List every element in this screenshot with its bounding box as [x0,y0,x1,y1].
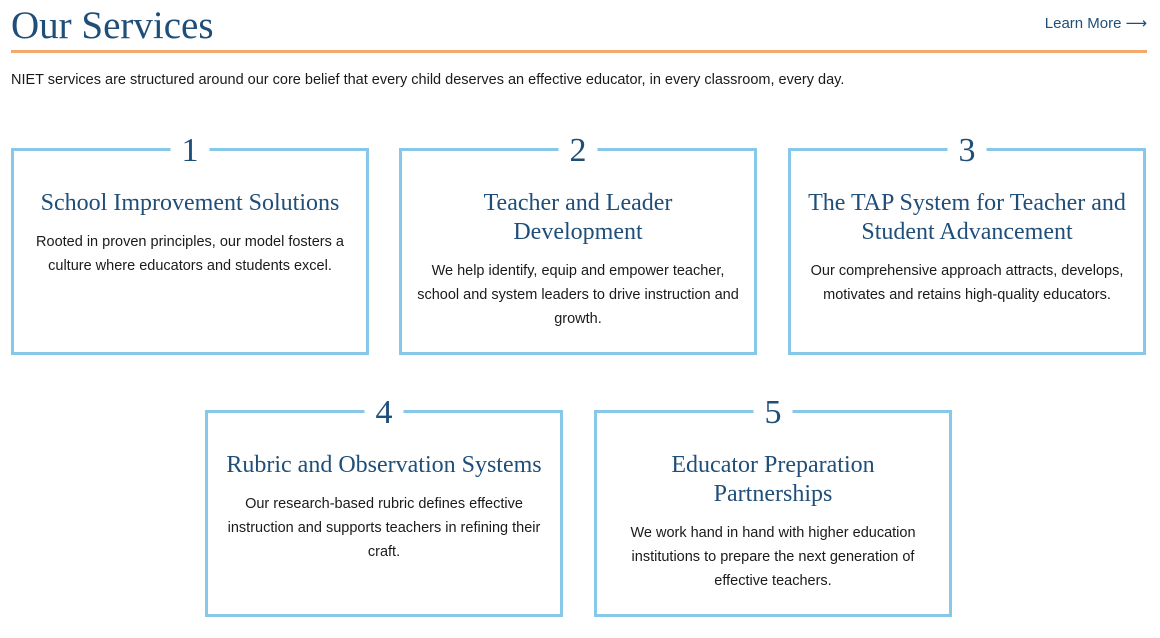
page-title: Our Services [11,4,214,47]
service-title[interactable]: School Improvement Solutions [40,190,340,216]
service-title[interactable]: Educator Preparation Partnerships [671,452,875,507]
service-title[interactable]: The TAP System for Teacher and Student Advancement [808,190,1126,245]
service-description: We help identify, equip and empower teacher, school and system leaders to drive instruction and growth. [417,263,739,327]
service-card-school-improvement[interactable] [11,132,369,355]
service-card-educator-preparation[interactable] [594,394,952,617]
learn-more-label: Learn More [1044,15,1122,32]
service-card-tap-system[interactable] [788,132,1146,355]
service-description: Our comprehensive approach attracts, develops, motivates and retains high-quality educators. [810,263,1124,303]
service-title[interactable]: Teacher and Leader Development [483,190,673,245]
page-header [11,0,1147,53]
service-description: Rooted in proven principles, our model fosters a culture where educators and students excel. [36,234,344,274]
service-card-rubric-observation[interactable] [205,394,563,617]
service-number: 2 [559,134,598,168]
service-number: 3 [948,134,987,168]
service-number: 5 [754,396,793,430]
service-card-teacher-leader-development[interactable] [399,132,757,355]
service-number: 4 [365,396,404,430]
learn-more-link[interactable] [1045,14,1147,34]
service-title[interactable]: Rubric and Observation Systems [226,452,542,478]
service-number: 1 [171,134,210,168]
arrow-right-icon: ⟶ [1125,15,1147,32]
intro-text: NIET services are structured around our core belief that every child deserves an effective educator, in every classroom, every day. [11,72,845,88]
service-description: We work hand in hand with higher education institutions to prepare the next generation of effective teachers. [630,525,916,589]
service-description: Our research-based rubric defines effective instruction and supports teachers in refining their craft. [227,496,541,560]
